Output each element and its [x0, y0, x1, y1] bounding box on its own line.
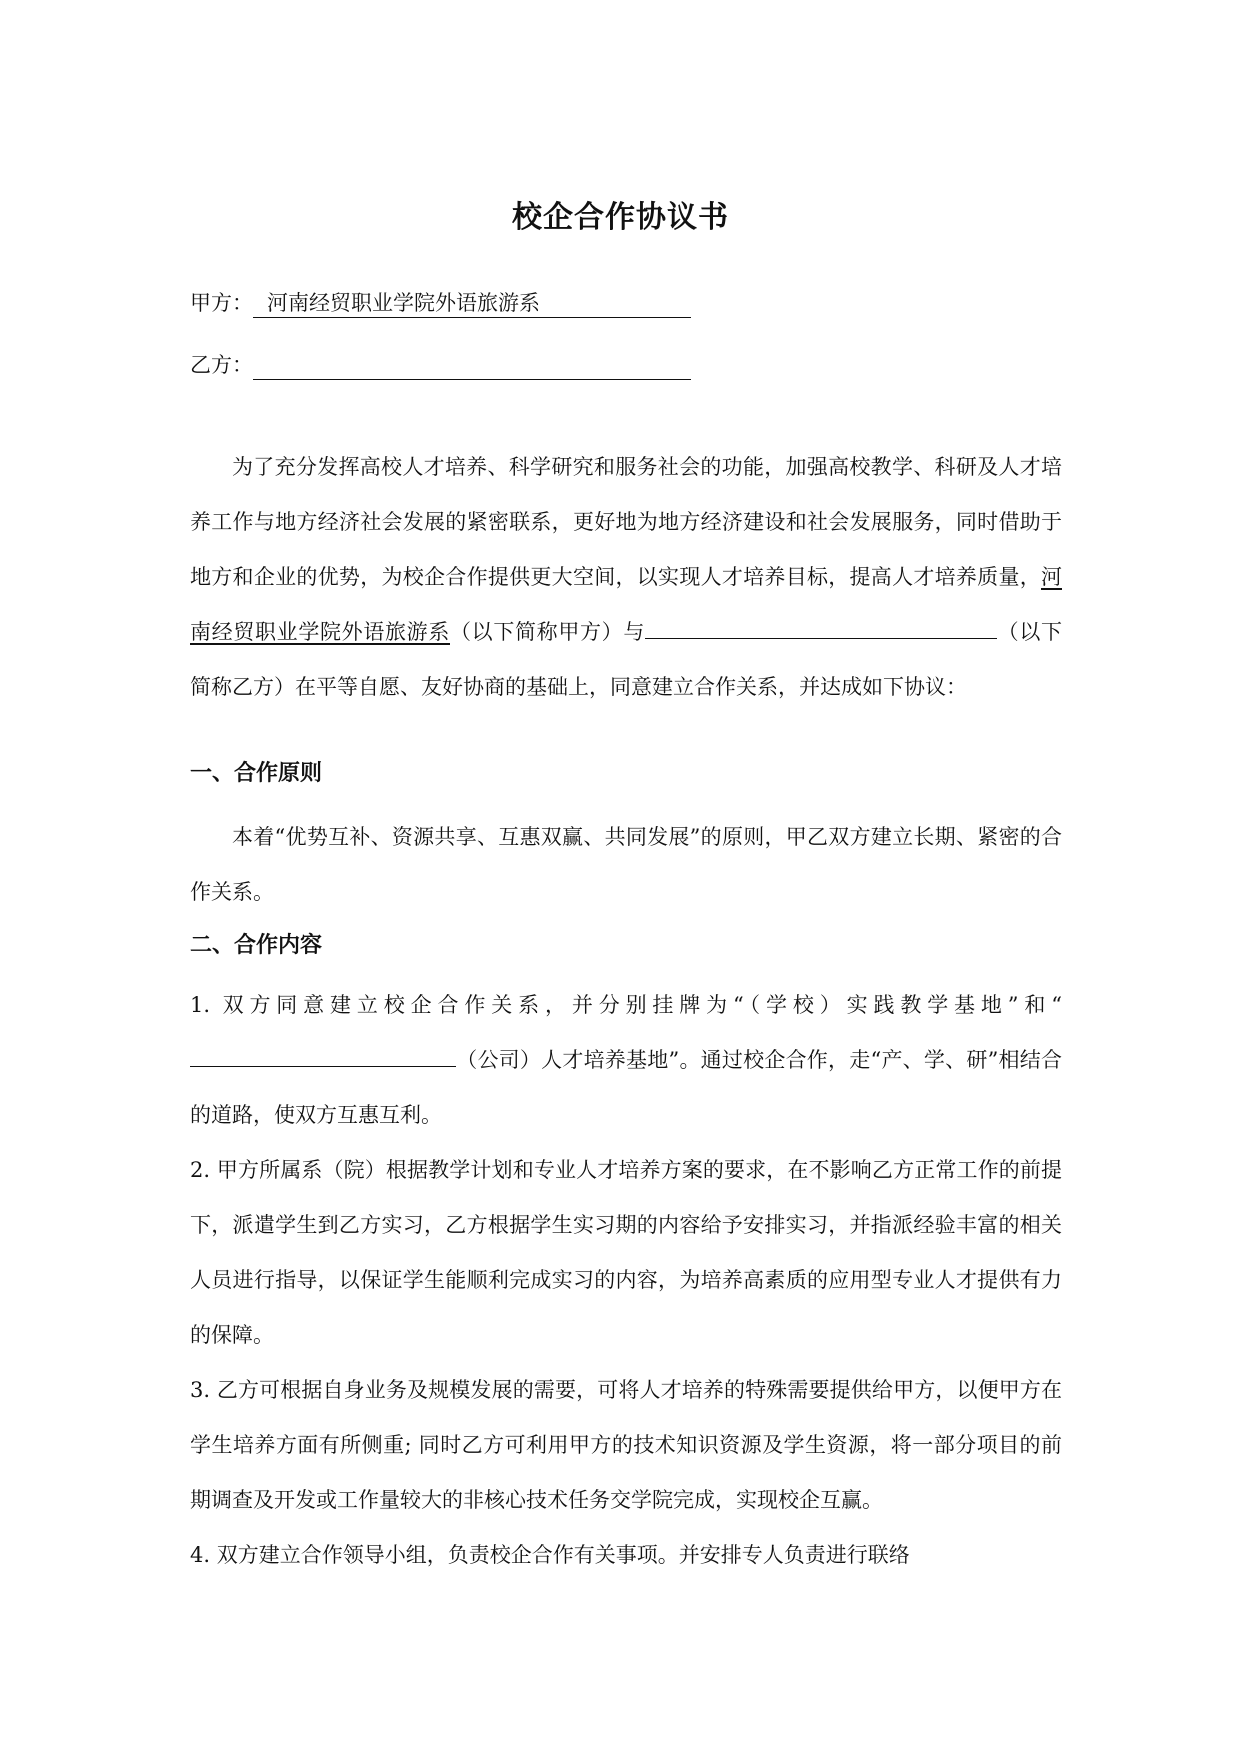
intro-section	[190, 440, 1062, 715]
party-b-label: 乙方：	[190, 353, 253, 377]
intro-text-1: 为了充分发挥高校人才培养、科学研究和服务社会的功能，加强高校教学、科研及人才培养工作与地方经济社会发展的紧密联系，更好地为地方经济建设和社会发展服务，同时借助于地方和企业的优势，为校企合作提供更大空间，以实现人才培养目标，提高人才培养质量，	[190, 455, 1062, 589]
item-1-text-1: 1. 双方同意建立校企合作关系，并分别挂牌为“（学校）实践教学基地”和“	[190, 993, 1062, 1017]
section-2-item: 4. 双方建立合作领导小组，负责校企合作有关事项。并安排专人负责进行联络	[190, 1543, 910, 1567]
party-a-line	[190, 288, 691, 318]
intro-school-name: 河南经贸职业学院外语旅游系	[190, 565, 1062, 644]
section-2-item	[190, 978, 1062, 1143]
party-b-blank	[645, 614, 997, 639]
section-2-body	[190, 978, 1062, 1583]
section-2-heading: 二、合作内容	[190, 932, 323, 958]
section-2-item: 3. 乙方可根据自身业务及规模发展的需要，可将人才培养的特殊需要提供给甲方，以便甲方在学生培养方面有所侧重; 同时乙方可利用甲方的技术知识资源及学生资源，将一部分项目的前期调查及开发或工作量较大的非核心技术任务交学院完成，实现校企互赢。	[190, 1378, 1062, 1512]
document-title: 校企合作协议书	[512, 200, 729, 235]
party-a-field: 河南经贸职业学院外语旅游系	[253, 288, 691, 318]
intro-text-3: （以下简称乙方）在平等自愿、友好协商的基础上，同意建立合作关系，并达成如下协议：	[190, 620, 1062, 699]
party-a-label: 甲方：	[190, 291, 253, 315]
section-2-item: 2. 甲方所属系（院）根据教学计划和专业人才培养方案的要求，在不影响乙方正常工作的前提下，派遣学生到乙方实习，乙方根据学生实习期的内容给予安排实习，并指派经验丰富的相关人员进行指导，以保证学生能顺利完成实习的内容，为培养高素质的应用型专业人才提供有力的保障。	[190, 1158, 1062, 1347]
section-1-paragraph: 本着“优势互补、资源共享、互惠双赢、共同发展”的原则，甲乙双方建立长期、紧密的合作关系。	[190, 825, 1062, 904]
party-b-line	[190, 350, 691, 380]
intro-text-2: （以下简称甲方）与	[450, 620, 645, 644]
section-1-heading: 一、合作原则	[190, 760, 323, 786]
intro-paragraph	[190, 440, 1062, 715]
item-1-text-2: （公司）人才培养基地”。通过校企合作，走“产、学、研”相结合的道路，使双方互惠互利。	[190, 1048, 1062, 1127]
party-b-field	[253, 350, 691, 380]
company-name-blank	[190, 1042, 456, 1067]
section-1-body	[190, 810, 1062, 920]
